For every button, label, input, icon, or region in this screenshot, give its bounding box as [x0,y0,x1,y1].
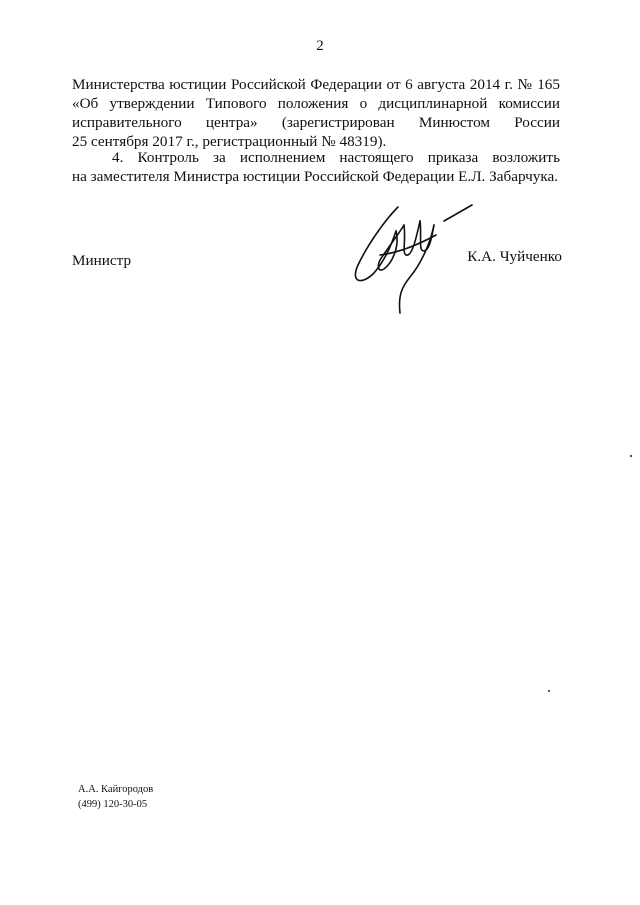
executor-phone: (499) 120-30-05 [78,799,148,810]
handwritten-signature-icon [340,195,480,315]
executor-name: А.А. Кайгородов [78,784,154,795]
paragraph-1-line-4: 25 сентября 2017 г., регистрационный № 48319). [72,133,387,150]
scan-artifact [548,690,550,692]
paragraph-1 [72,75,560,151]
minister-title: Министр [72,252,132,269]
paragraph-2 [72,148,560,186]
scan-artifact [630,455,632,457]
paragraph-1-line-3: исправительного центра» (зарегистрирован Минюстом России [72,114,560,131]
page-number: 2 [316,38,324,54]
paragraph-2-line-1: 4. Контроль за исполнением настоящего приказа возложить [112,149,560,166]
paragraph-2-line-2: на заместителя Министра юстиции Российской Федерации Е.Л. Забарчука. [72,168,559,185]
minister-name: К.А. Чуйченко [467,248,562,265]
executor-block [78,782,153,812]
paragraph-1-line-2: «Об утверждении Типового положения о дисциплинарной комиссии [72,95,560,112]
paragraph-1-line-1: Министерства юстиции Российской Федерации от 6 августа 2014 г. № 165 [72,76,560,93]
